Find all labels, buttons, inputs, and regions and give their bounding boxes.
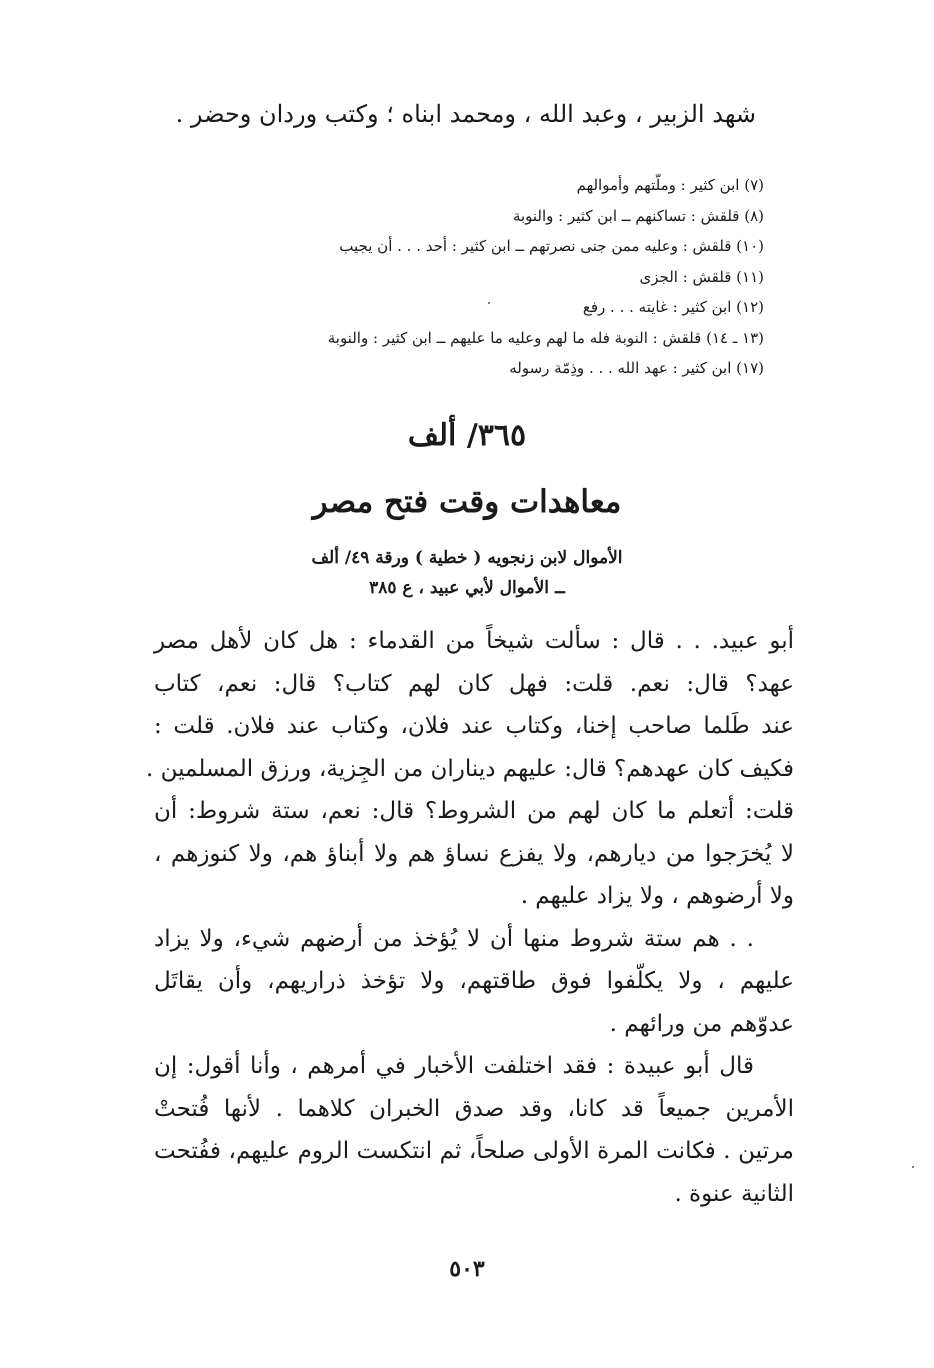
document-title: معاهدات وقت فتح مصر <box>312 484 622 520</box>
body-line: عهد؟ قال: نعم. قلت: فهل كان لهم كتاب؟ قال: نعم، كتاب <box>154 670 794 697</box>
footnote: (١٢) ابن كثير : غايته . . . رفع <box>582 298 764 316</box>
scan-speck <box>488 302 490 304</box>
body-line: عليهم ، ولا يكلّفوا فوق طاقتهم، ولا تؤخذ ذراريهم، وأن يقاتَل <box>154 968 794 994</box>
body-line: عند طَلما صاحب إخنا، وكتاب عند فلان، وكتاب عند فلان. قلت : <box>154 713 794 739</box>
document-number: ٣٦٥/ ألف <box>407 418 527 453</box>
scan-speck <box>912 1166 914 1168</box>
source-reference: ــ الأموال لأبي عبيد ، ع ٣٨٥ <box>369 578 565 598</box>
footnotes-list <box>244 170 764 384</box>
body-line: قلت: أتعلم ما كان لهم من الشروط؟ قال: نعم، ستة شروط: أن <box>154 798 794 824</box>
body-line: ولا أرضوهم ، ولا يزاد عليهم . <box>520 883 794 909</box>
footnote: (٨) قلقش : تساكنهم ــ ابن كثير : والنوبة <box>512 206 764 225</box>
source-reference: الأموال لابن زنجويه ( خطية ) ورقة ٤٩/ ألف <box>311 548 623 568</box>
body-line: أبو عبيد. . . قال : سألت شيخاً من القدماء : هل كان لأهل مصر <box>154 628 794 654</box>
body-line: فكيف كان عهدهم؟ قال: عليهم ديناران من الجِزية، ورزق المسلمين . <box>145 755 794 782</box>
footnote: (٧) ابن كثير : وملّتهم وأموالهم <box>576 176 764 194</box>
footnote: (١٠) قلقش : وعليه ممن جنى نصرتهم ــ ابن كثير : أحد . . . أن يجيب <box>339 237 764 255</box>
body-line: عدوّهم من ورائهم . <box>609 1010 794 1037</box>
body-line: لا يُخرَجوا من ديارهم، ولا يفزع نساؤ هم ولا أبناؤ هم، ولا كنوزهم ، <box>154 840 794 867</box>
body-line: الأمرين جميعاً قد كانا، وقد صدق الخبران كلاهما . لأنها فُتحتْ <box>154 1095 794 1122</box>
body-line: مرتين . فكانت المرة الأولى صلحاً، ثم انتكست الروم عليهم، ففُتحت <box>154 1138 794 1164</box>
continuation-line: شهد الزبير ، وعبد الله ، ومحمد ابناه ؛ وكتب وردان وحضر . <box>175 100 756 128</box>
footnote: (١٧) ابن كثير : عهد الله . . . وذِمّة رسوله <box>509 359 764 377</box>
body-line: الثانية عنوة . <box>674 1180 794 1207</box>
footnote: (١٣ ـ ١٤) قلقش : النوبة فله ما لهم وعليه ما عليهم ــ ابن كثير : والنوبة <box>327 328 764 347</box>
body-text <box>145 620 794 1215</box>
footnote: (١١) قلقش : الجزى <box>639 267 764 286</box>
page-number: ٥٠٣ <box>449 1256 485 1282</box>
body-line: . . هم ستة شروط منها أن لا يُؤخذ من أرضهم شيء، ولا يزاد <box>154 925 754 952</box>
body-line: قال أبو عبيدة : فقد اختلفت الأخبار في أمرهم ، وأنا أقول: إن <box>154 1053 754 1079</box>
